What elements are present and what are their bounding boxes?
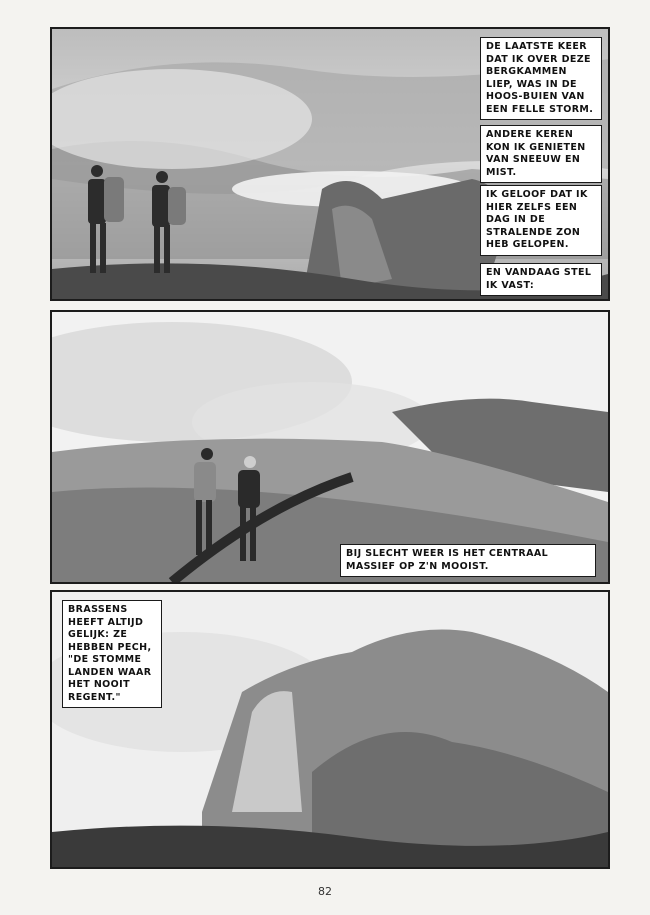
comic-panel-2 (50, 310, 610, 584)
caption-4: EN VANDAAG STEL IK VAST: (480, 263, 602, 296)
caption-1: DE LAATSTE KEER DAT IK OVER DEZE BERGKAMMEN LIEP, WAS IN DE HOOS-BUIEN VAN EEN FELLE STORM. (480, 37, 602, 120)
caption-5: BIJ SLECHT WEER IS HET CENTRAAL MASSIEF OP Z'N MOOIST. (340, 544, 596, 577)
ridge-path-illustration (52, 312, 608, 582)
caption-3: IK GELOOF DAT IK HIER ZELFS EEN DAG IN DE STRALENDE ZON HEB GELOPEN. (480, 185, 602, 256)
page-number: 82 (318, 885, 332, 898)
comic-panel-1 (50, 27, 610, 301)
caption-6: BRASSENS HEEFT ALTIJD GELIJK: ZE HEBBEN PECH, "DE STOMME LANDEN WAAR HET NOOIT REGENT." (62, 600, 162, 708)
comic-panel-3 (50, 590, 610, 869)
caption-2: ANDERE KEREN KON IK GENIETEN VAN SNEEUW EN MIST. (480, 125, 602, 183)
